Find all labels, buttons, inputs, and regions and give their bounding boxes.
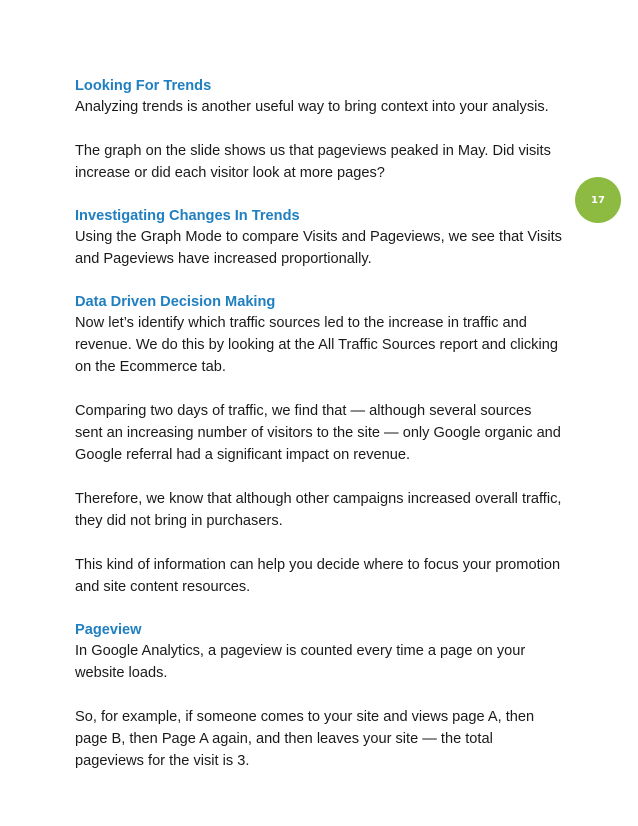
- paragraph: Using the Graph Mode to compare Visits and Pageviews, we see that Visits and Pageviews have increased proportionally.: [75, 229, 562, 267]
- paragraph-spacer: [75, 270, 575, 292]
- section-heading-data-driven-decision-making: Data Driven Decision Making: [75, 294, 276, 310]
- section-heading-looking-for-trends: Looking For Trends: [75, 78, 212, 94]
- paragraph: Therefore, we know that although other campaigns increased overall traffic, they did not bring in purchasers.: [75, 491, 562, 529]
- paragraph: The graph on the slide shows us that pageviews peaked in May. Did visits increase or did each visitor look at more pages?: [75, 143, 551, 181]
- paragraph-spacer: [75, 532, 575, 554]
- paragraph-spacer: [75, 466, 575, 488]
- section-heading-pageview: Pageview: [75, 622, 142, 638]
- paragraph: So, for example, if someone comes to your site and views page A, then page B, then Page A again, and then leaves your site — the total pageviews for the visit is 3.: [75, 709, 535, 769]
- paragraph: Now let’s identify which traffic sources led to the increase in traffic and revenue. We do this by looking at the All Traffic Sources report and clicking on the Ecommerce tab.: [75, 315, 558, 375]
- paragraph: This kind of information can help you decide where to focus your promotion and site content resources.: [75, 557, 561, 595]
- paragraph-spacer: [75, 598, 575, 620]
- paragraph-spacer: [75, 684, 575, 706]
- document-body: [75, 76, 575, 772]
- paragraph: In Google Analytics, a pageview is counted every time a page on your website loads.: [75, 643, 526, 681]
- paragraph-spacer: [75, 118, 575, 140]
- page-number-badge: 17: [575, 177, 621, 223]
- paragraph-spacer: [75, 378, 575, 400]
- paragraph: Analyzing trends is another useful way to bring context into your analysis.: [75, 99, 549, 115]
- paragraph-spacer: [75, 184, 575, 206]
- section-heading-investigating-changes: Investigating Changes In Trends: [75, 208, 300, 224]
- paragraph: Comparing two days of traffic, we find that — although several sources sent an increasing number of visitors to the site — only Google organic and Google referral had a significant impact on revenue.: [75, 403, 561, 463]
